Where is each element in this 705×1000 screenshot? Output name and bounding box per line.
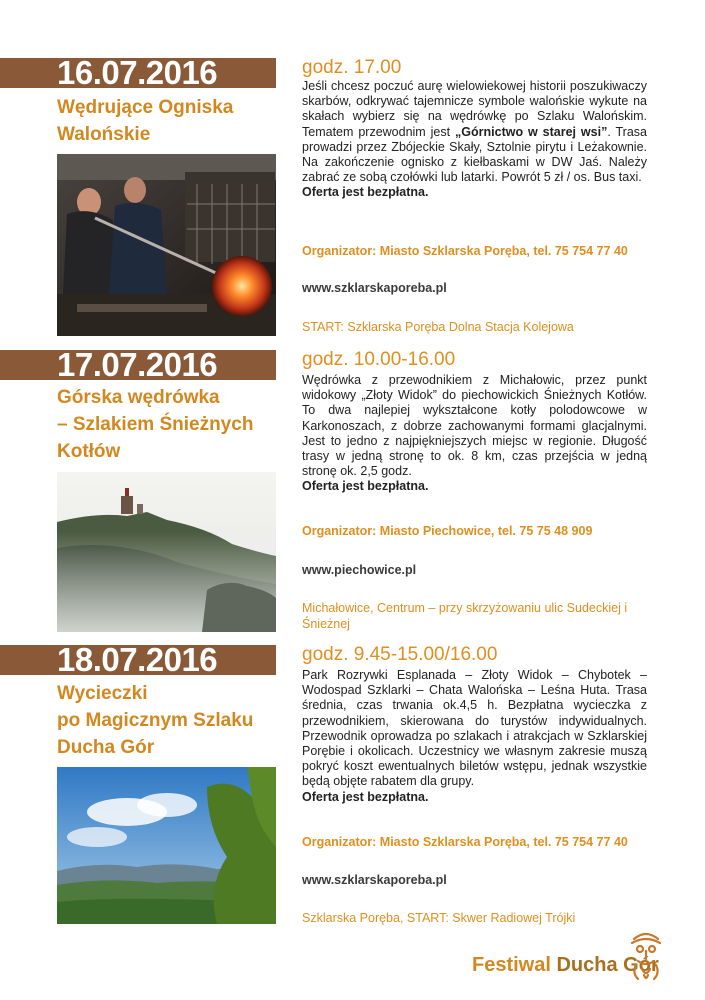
title-line: Walońskie: [57, 124, 151, 145]
desc-text: Park Rozrywki Esplanada – Złoty Widok – Chybotek – Wodospad Szklarki – Chata Walońska – Leśna Huta. Trasa średnia, czas trwania ok.4,5 h. Bezpłatna wycieczka z przewodnikiem, skierowana do turystów indywidualnych. Przewodnik oprowadza po szlakach i atrakcjach w Szklarskiej Porębie i okolicach. Uczestnicy we własnym zakresie muszą pokryć koszt ewentualnych biletów wstępu, jednak wszystkie będą objęte rabatem dla grupy.: [302, 668, 647, 789]
mountain-valley-photo: [57, 767, 276, 924]
title-line: Górska wędrówka: [57, 387, 220, 408]
date-band: [0, 346, 276, 383]
event-date: 18.07.2016: [57, 641, 218, 678]
date-band: [0, 641, 276, 678]
event-title: [57, 680, 253, 761]
desc-text: . Trasa prowadzi przez Zbójeckie Skały, Sztolnie pirytu i Leżakownie. Na zakończenie ognisko z kiełbaskami w DW Jaś. Należy zabrać ze sobą czołówki lub latarki. Powrót 5 zł / os. Bus taxi.: [302, 124, 648, 185]
start-location: START: Szklarska Poręba Dolna Stacja Kolejowa: [302, 320, 574, 334]
offer-note: Oferta jest bezpłatna.: [302, 185, 429, 200]
title-line: Ducha Gór: [57, 737, 155, 758]
website-link[interactable]: www.szklarskaporeba.pl: [302, 873, 447, 887]
event-time: godz. 17.00: [302, 57, 402, 78]
offer-note: Oferta jest bezpłatna.: [302, 479, 429, 494]
organizer: Organizator: Miasto Piechowice, tel. 75 75 48 909: [302, 524, 593, 538]
date-band: [0, 54, 276, 91]
glassblowers-photo: [57, 154, 276, 336]
website-link[interactable]: www.szklarskaporeba.pl: [302, 281, 447, 295]
title-line: Kotłów: [57, 441, 121, 462]
festival-name: Ducha Gór: [556, 954, 659, 976]
event-date: 16.07.2016: [57, 54, 218, 91]
event-title: [57, 384, 253, 465]
event-time: godz. 10.00-16.00: [302, 349, 456, 370]
desc-highlight: „Górnictwo w starej wsi”: [455, 124, 608, 139]
misty-peak-photo: [57, 472, 276, 632]
start-location: Michałowice, Centrum – przy skrzyżowaniu ulic Sudeckiej i Śnieżnej: [302, 601, 628, 631]
event-description: [302, 668, 647, 805]
spirit-mask-icon: [628, 929, 664, 988]
start-location: Szklarska Poręba, START: Skwer Radiowej Trójki: [302, 911, 576, 925]
title-line: – Szlakiem Śnieżnych: [57, 414, 254, 435]
event-title: [57, 94, 233, 148]
title-line: po Magicznym Szlaku: [57, 710, 254, 731]
event-time: godz. 9.45-15.00/16.00: [302, 644, 498, 665]
event-description: [302, 373, 647, 495]
festival-word: Festiwal: [472, 954, 551, 976]
website-link[interactable]: www.piechowice.pl: [302, 563, 417, 577]
organizer: Organizator: Miasto Szklarska Poręba, tel. 75 754 77 40: [302, 835, 628, 849]
desc-text: Wędrówka z przewodnikiem z Michałowic, przez punkt widokowy „Złoty Widok” do piechowickich Śnieżnych Kotłów. To dwa najlepiej wykształcone kotły polodowcowe w Karkonoszach, z dobrze zachowanymi formami glacjalnymi. Jest to jedno z najpiękniejszych miejsc w regionie. Długość trasy w jedną stronę to ok. 8 km, czas przejścia w jedną stronę ok. 2,5 godz.: [302, 373, 647, 479]
title-line: Wędrujące Ogniska: [57, 97, 234, 118]
organizer: Organizator: Miasto Szklarska Poręba, tel. 75 754 77 40: [302, 244, 628, 258]
offer-note: Oferta jest bezpłatna.: [302, 789, 429, 804]
event-description: [302, 79, 647, 201]
desc-text: Jeśli chcesz poczuć aurę wielowiekowej historii poszukiwaczy skarbów, odkrywać tajemnicze symbole walońskie wykute na skałach wybierz się na wędrówkę po Szlaku Walońskim. Tematem przewodnim jest: [302, 79, 647, 139]
title-line: Wycieczki: [57, 683, 148, 704]
event-date: 17.07.2016: [57, 346, 218, 383]
